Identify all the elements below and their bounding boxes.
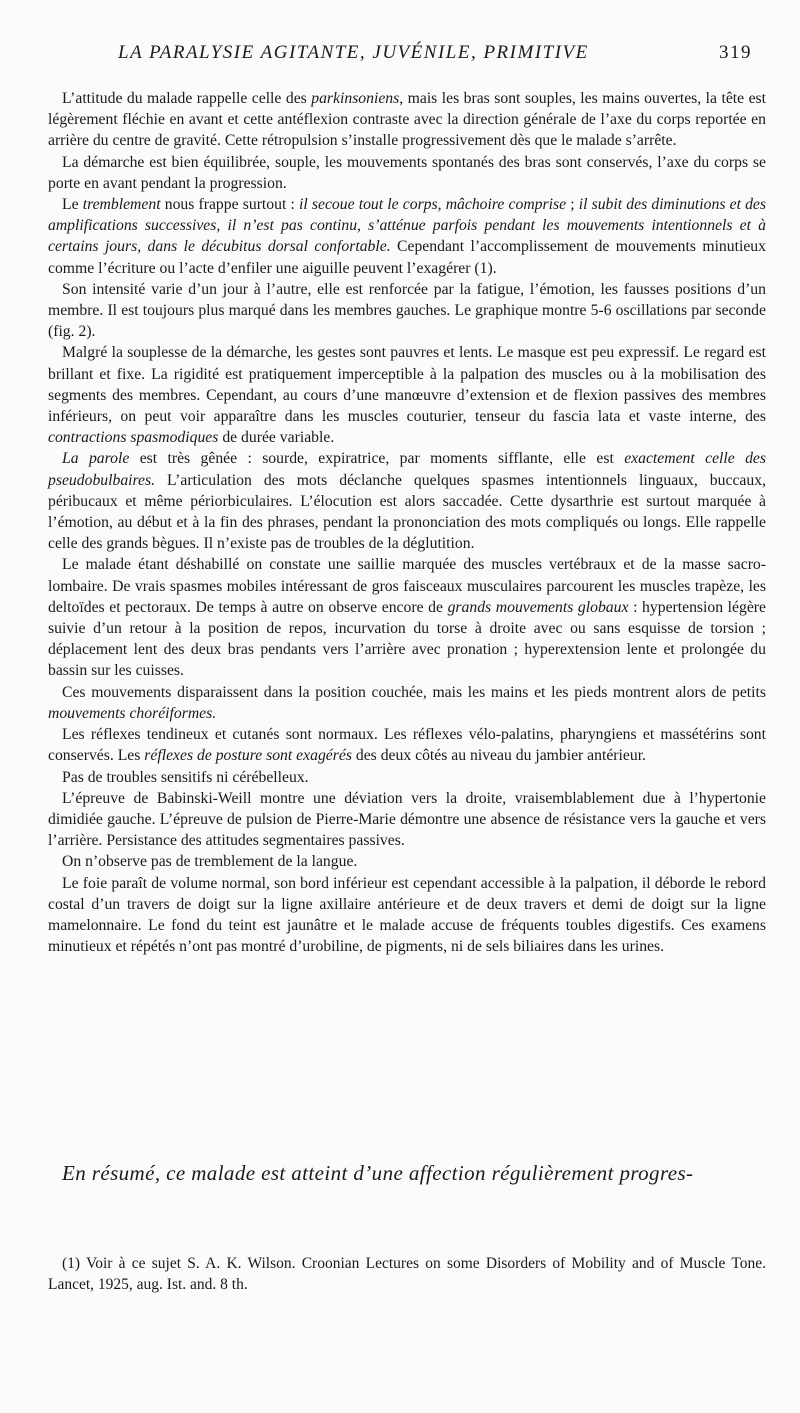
summary-rest: , ce malade est atteint d’une affection régulièrement progres- <box>154 1161 694 1185</box>
text-run: ; <box>566 196 579 214</box>
text-run: Le malade étant déshabillé on constate une saillie marquée des muscles vertébraux et de la masse sacro-lombaire. De vrais spasmes mobiles intéressant de gros faisceaux musculaires parcourent les muscles trapèze, les deltoïdes et pectoraux. De temps à autre on observe encore de <box>48 556 766 616</box>
footnote-text: (1) Voir à ce sujet S. A. K. Wilson. Croonian Lectures on some Disorders of Mobility and of Muscle Tone. Lancet, 1925, aug. Ist. and. 8 th. <box>48 1255 766 1293</box>
text-run: Les réflexes tendineux et cutanés sont normaux. Les réflexes vélo-palatins, pharyngiens et massétérins sont conservés. Les <box>48 726 766 765</box>
paragraph <box>48 682 766 724</box>
paragraph <box>48 851 766 872</box>
text-run: Le foie paraît de volume normal, son bord inférieur est cependant accessible à la palpation, il déborde le rebord costal d’un travers de doigt sur la ligne axillaire antérieure et de deux travers et demi de doigt sur la ligne mamelonnaire. Le fond du teint est jaunâtre et le malade accuse de fréquents toubles digestifs. Ces examens minutieux et répétés n’ont pas montré d’urobiline, de pigments, ni de sels biliaires dans les urines. <box>48 874 766 956</box>
text-run: L’articulation des mots déclanche quelques spasmes intentionnels linguaux, buccaux, péribucaux et même périorbiculaires. L’élocution est alors saccadée. Cette dysarthrie est surtout marquée à l’émotion, au début et à la fin des phrases, pendant la prononciation des mots compliqués ou longs. Elle rappelle celle des grands bègues. Il n’existe pas de troubles de la déglutition. <box>48 471 766 553</box>
footnote <box>48 1253 766 1295</box>
text-run: de durée variable. <box>218 429 335 447</box>
text-run: Pas de troubles sensitifs ni cérébelleux. <box>62 768 309 786</box>
page-number: 319 <box>719 42 752 63</box>
paragraph <box>48 724 766 766</box>
paragraph <box>48 448 766 554</box>
italic-text: contractions spasmodiques <box>48 429 219 447</box>
text-run: est très gênée : sourde, expiratrice, par moments sifflante, elle est <box>129 450 625 468</box>
italic-text: tremblement <box>82 196 161 214</box>
italic-text: La parole <box>62 450 130 468</box>
paragraph <box>48 152 766 194</box>
italic-text: parkinsoniens <box>311 90 400 107</box>
paragraph <box>48 88 766 152</box>
text-run: L’attitude du malade rappelle celle des <box>62 90 312 107</box>
italic-text: grands mouvements globaux <box>447 598 629 616</box>
paragraph <box>48 279 766 343</box>
summary-line <box>62 1161 766 1186</box>
text-run: Ces mouvements disparaissent dans la position couchée, mais les mains et les pieds montrent alors de petits <box>62 683 766 701</box>
text-run: On n’observe pas de tremblement de la langue. <box>62 853 358 871</box>
text-run: Malgré la souplesse de la démarche, les gestes sont pauvres et lents. Le masque est peu expressif. Le regard est brillant et fixe. La rigidité est pratiquement imperceptible à la palpation des muscles ou à la mobilisation des segments des membres. Cependant, au cours d’une manœuvre d’extension et de flexion passives des membres inférieurs, on peut voir apparaître dans les muscles couturier, tenseur du fascia lata et vaste interne, des <box>48 344 766 426</box>
running-header <box>48 42 752 72</box>
paragraph <box>48 342 766 448</box>
text-run: : hypertension légère suivie d’un retour à la position de repos, incurvation du torse à droite avec ou sans esquisse de torsion ; déplacement lent des deux bras pendants vers l’arrière avec pronation ; hyperextension lente et prolongée du bassin sur les cuisses. <box>48 598 766 680</box>
italic-text: il subit des diminutions et des amplifications successives, il n’est pas continu, s’atténue parfois pendant les mouvements intentionnels et à certains jours, dans le décubitus dorsal confortable. <box>48 196 766 256</box>
paragraph <box>48 767 766 788</box>
text-run: des deux côtés au niveau du jambier antérieur. <box>351 747 646 765</box>
paragraph <box>48 873 766 958</box>
italic-text: mouvements choréiformes. <box>48 704 217 722</box>
paragraph <box>48 554 766 681</box>
italic-text: il secoue tout le corps, mâchoire comprise <box>299 196 567 214</box>
text-run: Le <box>62 196 83 214</box>
italic-text: réflexes de posture sont exagérés <box>144 747 352 765</box>
text-run: L’épreuve de Babinski-Weill montre une déviation vers la droite, vraisemblablement due à l’hypertonie dimidiée gauche. L’épreuve de pulsion de Pierre-Marie démontre une absence de résistance vers la gauche et vers l’arrière. Persistance des attitudes segmentaires passives. <box>48 789 766 850</box>
text-run: Son intensité varie d’un jour à l’autre, elle est renforcée par la fatigue, l’émotion, les fausses positions d’un membre. Il est toujours plus marqué dans les membres gauches. Le graphique montre 5-6 oscillations par seconde (fig. 2). <box>48 280 766 341</box>
summary-lead: En résumé <box>62 1161 155 1185</box>
italic-text: exactement celle des pseudobulbaires. <box>48 450 766 489</box>
text-run: La démarche est bien équilibrée, souple, les mouvements spontanés des bras sont conservés, l’axe du corps se porte en avant pendant la progression. <box>48 153 766 192</box>
paragraph <box>48 194 766 279</box>
running-title: LA PARALYSIE AGITANTE, JUVÉNILE, PRIMITIVE <box>118 42 589 63</box>
paragraph <box>48 788 766 852</box>
text-run: Cependant l’accomplissement de mouvements minutieux comme l’écriture ou l’acte d’enfiler une aiguille peuvent l’exagérer (1). <box>48 238 766 277</box>
text-run: , mais les bras sont souples, les mains ouvertes, la tête est légèrement fléchie en avant et cette antéflexion contraste avec la direction générale de l’axe du corps reportée en arrière du centre de gravité. Cette rétropulsion s’installe progressivement dès que le malade s’arrête. <box>48 90 766 150</box>
text-run: nous frappe surtout : <box>160 196 299 214</box>
body-text <box>48 88 766 957</box>
